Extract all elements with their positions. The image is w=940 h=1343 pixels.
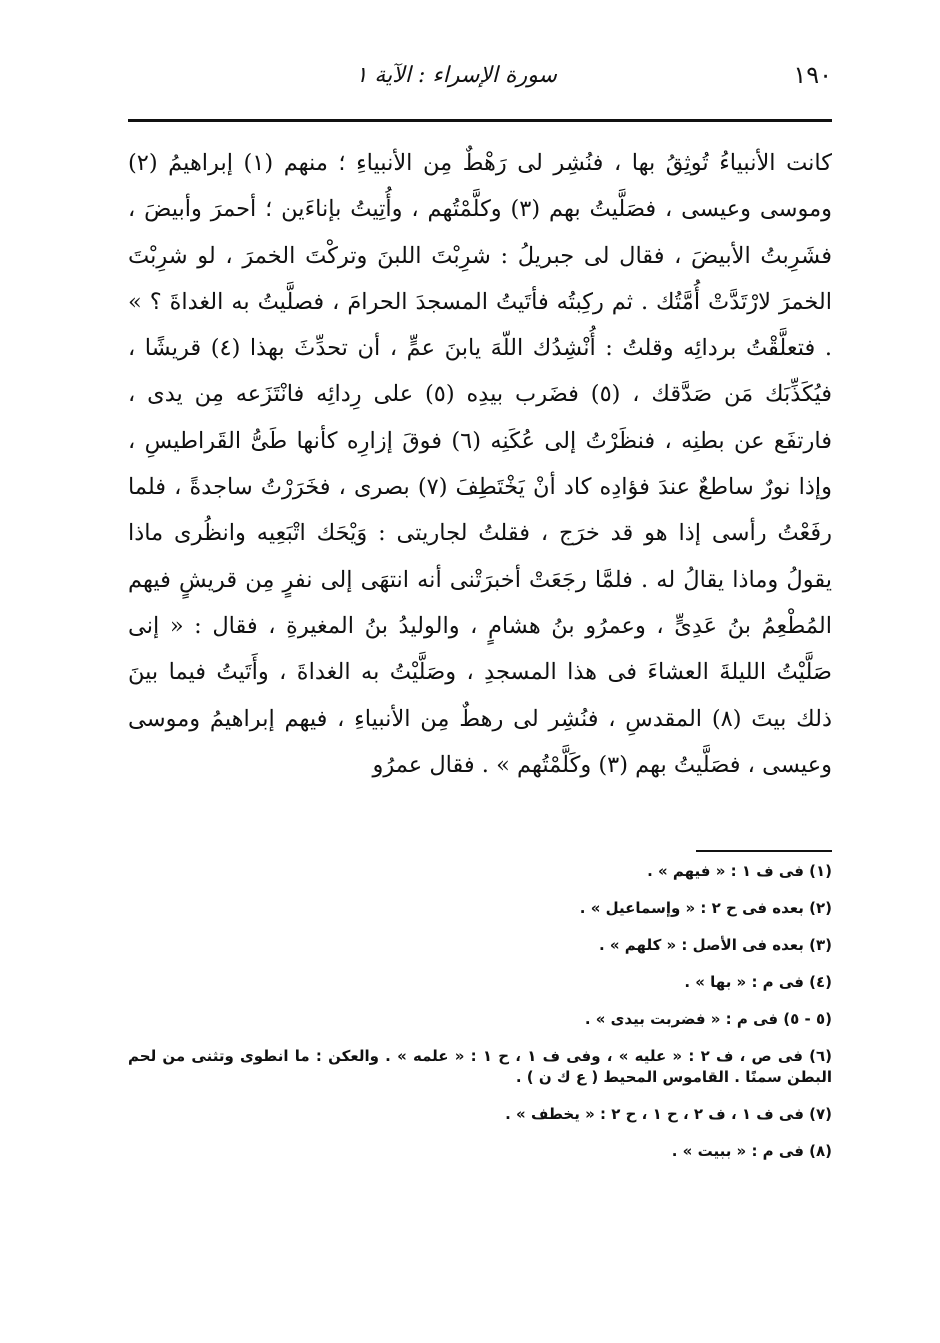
body-paragraph: كانت الأنبياءُ تُوثِقُ بها ، فنُشِر لى رَهْطٌ مِن الأنبياءِ ؛ منهم (١) إبراهيمُ (٢) وموسى وعيسى ، فصَلَّيتُ بهم (٣) وكلَّمْتُهم ، وأُتِيتُ بإناءَين ؛ أحمرَ وأبيضَ ، فشَرِبتُ الأبيضَ ، فقال لى جبريلُ : شرِبْتَ اللبنَ وتركْتَ الخمرَ ، لو شرِبْتَ الخمرَ لارْتَدَّتْ أُمَّتُك . ثم ركِبتُه فأتَيتُ المسجدَ الحرامَ ، فصلَّيتُ به الغداةَ ؟ » . فتعلَّقْتُ بردائِه وقلتُ : أُنْشِدُك اللّهَ يابنَ عمٍّ ، أن تحدِّثَ بهذا (٤) قريشًا ، فيُكَذِّبَك مَن صَدَّقك ، (٥) فضَرب بيدِه (٥) على رِدائِه فانْتَزَعه مِن يدى ، فارتفَع عن بطنِه ، فنظَرْتُ إلى عُكَنِه (٦) فوقَ إزارِه كأنها طَىُّ القَراطيسِ ، وإذا نورٌ ساطعٌ عندَ فؤادِه كاد أنْ يَخْتَطِفَ (٧) بصرى ، فخَرَرْتُ ساجدةً ، فلما رفَعْتُ رأسى إذا هو قد خرَج ، فقلتُ لجاريتى : وَيْحَك اتْبَعِيه وانظُرى ماذا يقولُ وماذا يقالُ له . فلمَّا رجَعَتْ أخبرَتْنى أنه انتهَى إلى نفرٍ مِن قريشٍ فيهم المُطْعِمُ بنُ عَدِىٍّ ، وعمرُو بنُ هشامٍ ، والوليدُ بنُ المغيرةِ ، فقال : « إنى صَلَّيْتُ الليلةَ العشاءَ فى هذا المسجدِ ، وصَلَّيْتُ به الغداةَ ، وأَتَيتُ فيما بينَ ذلك بيتَ (٨) المقدسِ ، فنُشِر لى رهطٌ مِن الأنبياءِ ، فيهم إبراهيمُ وموسى وعيسى ، فصَلَّيتُ بهم (٣) وكَلَّمْتُهم » . فقال عمرُو	[128, 150, 832, 778]
footnote-5: (٥ - ٥) فى م : « فضربت بيدى » .	[584, 1010, 832, 1028]
running-title: سورة الإسراء : الآية ١	[355, 63, 557, 88]
footnote-6: (٦) فى ص ، ف ٢ : « عليه » ، وفى ف ١ ، ح ١ : « علمه » . والعكن : ما انطوى وتثنى من لحم البطن سمنًا . القاموس المحيط ( ع ك ن ) .	[128, 1047, 832, 1086]
footnote-3: (٣) بعده فى الأصل : « كلهم » .	[598, 936, 832, 954]
running-header	[128, 55, 832, 105]
page-number: ١٩٠	[793, 61, 832, 89]
footnotes	[128, 861, 832, 1178]
footnote-4: (٤) فى م : « بها » .	[684, 973, 832, 991]
main-text	[128, 140, 832, 788]
footnote-2: (٢) بعده فى ح ٢ : « وإسماعيل » .	[579, 899, 832, 917]
footnote-separator	[696, 850, 832, 852]
footnote-7: (٧) فى ف ١ ، ف ٢ ، ح ١ ، ح ٢ : « يخطف » .	[505, 1105, 832, 1123]
footnote-1: (١) فى ف ١ : « فيهم » .	[647, 862, 832, 880]
book-page	[128, 55, 832, 1160]
header-rule	[128, 119, 832, 122]
footnote-8: (٨) فى م : « ببيت » .	[671, 1142, 832, 1160]
